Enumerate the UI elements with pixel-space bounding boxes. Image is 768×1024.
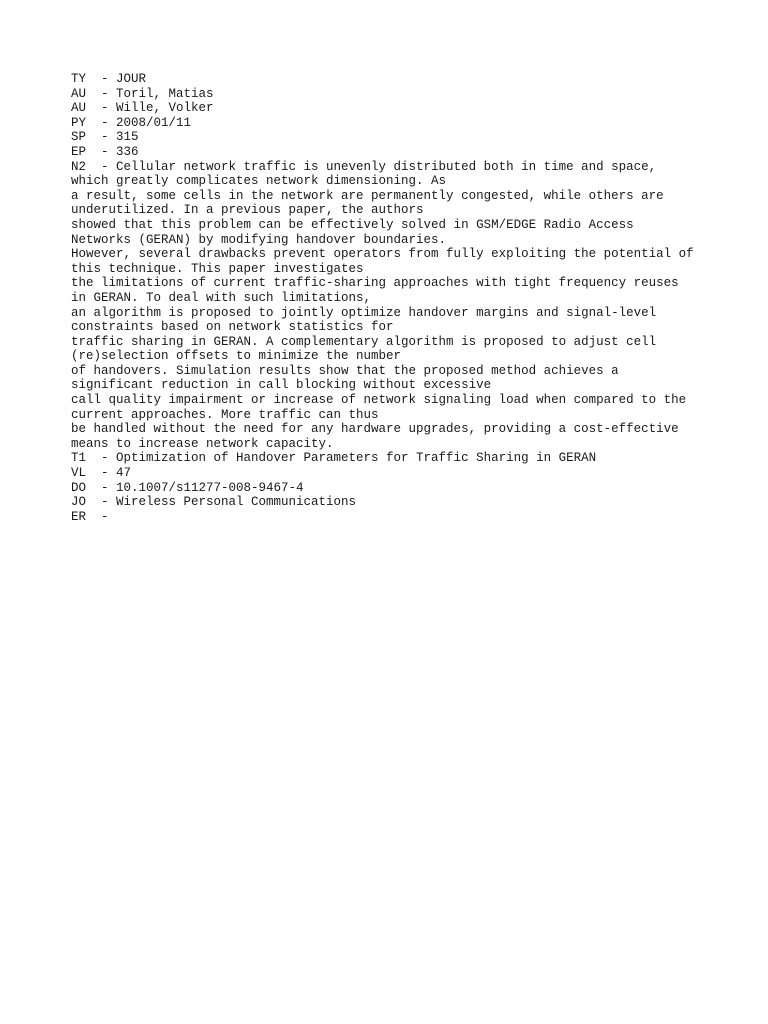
ris-line-abstract: N2 - Cellular network traffic is unevenly distributed both in time and space, — [71, 159, 657, 174]
ris-line-end-record: ER - — [71, 509, 117, 524]
abstract-line: in GERAN. To deal with such limitations, — [71, 290, 372, 305]
abstract-line: a result, some cells in the network are permanently congested, while others are — [71, 188, 664, 203]
abstract-line: which greatly complicates network dimensioning. As — [71, 174, 447, 189]
abstract-line: current approaches. More traffic can thus — [71, 407, 379, 422]
abstract-line: (re)selection offsets to minimize the number — [71, 349, 402, 364]
abstract-line: traffic sharing in GERAN. A complementary algorithm is proposed to adjust cell — [71, 334, 657, 349]
ris-line-title: T1 - Optimization of Handover Parameters for Traffic Sharing in GERAN — [71, 451, 597, 466]
abstract-line: means to increase network capacity. — [71, 436, 334, 451]
ris-line-author-1: AU - Toril, Matias — [71, 86, 214, 101]
ris-line-journal: JO - Wireless Personal Communications — [71, 495, 357, 510]
abstract-line: constraints based on network statistics for — [71, 320, 394, 335]
abstract-line: of handovers. Simulation results show that the proposed method achieves a — [71, 363, 619, 378]
abstract-line: be handled without the need for any hardware upgrades, providing a cost-effective — [71, 422, 679, 437]
ris-line-volume: VL - 47 — [71, 466, 132, 481]
abstract-line: underutilized. In a previous paper, the authors — [71, 203, 424, 218]
ris-line-start-page: SP - 315 — [71, 130, 139, 145]
abstract-line: significant reduction in call blocking without excessive — [71, 378, 492, 393]
abstract-line: However, several drawbacks prevent operators from fully exploiting the potential of — [71, 247, 694, 262]
ris-line-end-page: EP - 336 — [71, 144, 139, 159]
ris-line-publication-year: PY - 2008/01/11 — [71, 115, 192, 130]
abstract-line: showed that this problem can be effectively solved in GSM/EDGE Radio Access — [71, 217, 634, 232]
abstract-line: Networks (GERAN) by modifying handover boundaries. — [71, 232, 447, 247]
ris-citation-record — [71, 72, 731, 524]
abstract-line: call quality impairment or increase of network signaling load when compared to the — [71, 393, 687, 408]
abstract-line: this technique. This paper investigates — [71, 261, 364, 276]
abstract-line: the limitations of current traffic-sharing approaches with tight frequency reuses — [71, 276, 679, 291]
abstract-line: an algorithm is proposed to jointly optimize handover margins and signal-level — [71, 305, 657, 320]
ris-line-type: TY - JOUR — [71, 72, 147, 86]
ris-line-author-2: AU - Wille, Volker — [71, 101, 214, 116]
ris-line-doi: DO - 10.1007/s11277-008-9467-4 — [71, 480, 304, 495]
